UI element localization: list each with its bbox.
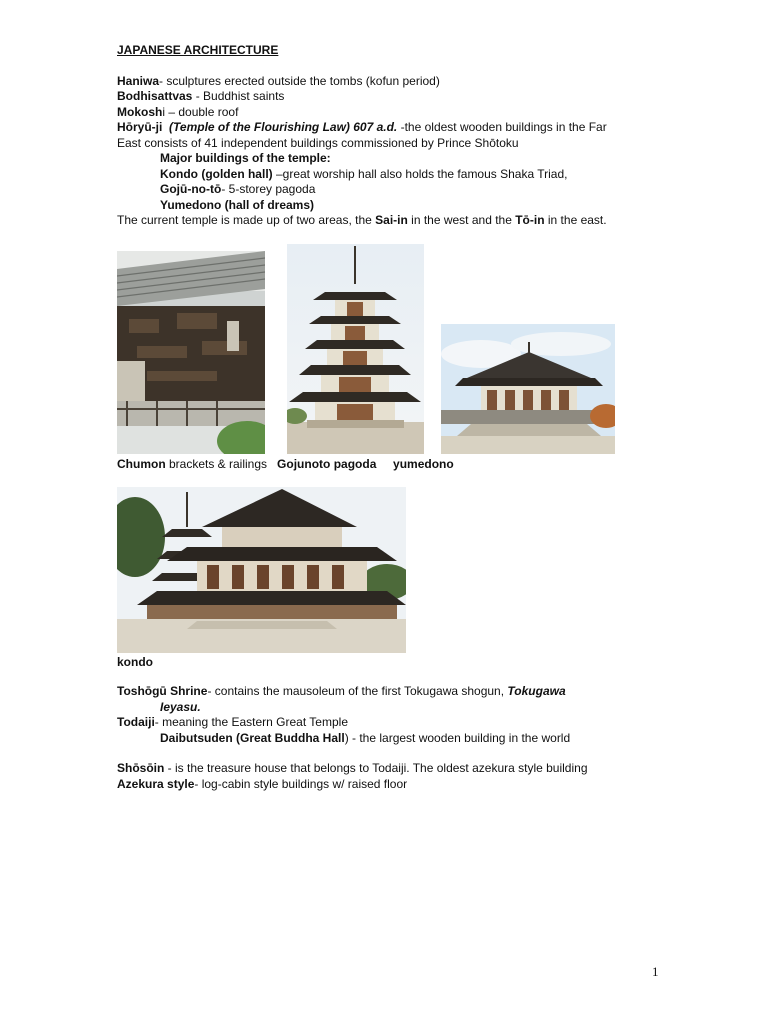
toshogu-name-second: Ieyasu. <box>160 699 201 714</box>
kondo-term: Kondo (golden hall) <box>160 166 273 181</box>
horyuji-continuation: East consists of 41 independent buildings commissioned by Prince Shōtoku <box>117 135 519 150</box>
chumon-caption-term: Chumon <box>117 457 166 471</box>
mokoshi-line <box>117 105 677 121</box>
daibutsuden-line <box>117 731 677 747</box>
major-buildings-heading: Major buildings of the temple: <box>160 151 331 165</box>
horyuji-line <box>117 120 677 136</box>
shosoin-text: - is the treasure house that belongs to Todaiji. The oldest azekura style building <box>164 761 588 775</box>
toshogu-text: - contains the mausoleum of the first Tokugawa shogun, <box>207 684 508 698</box>
yumedono-line: Yumedono (hall of dreams) <box>160 197 315 212</box>
toshogu-line <box>117 684 677 700</box>
todaiji-term: Todaiji <box>117 715 155 729</box>
daibutsuden-term: Daibutsuden (Great Buddha Hall <box>160 730 345 745</box>
bodhisattvas-text: - Buddhist saints <box>192 89 285 103</box>
current-text-a: The current temple is made up of two areas, the <box>117 213 376 227</box>
pagoda-caption: Gojunoto pagoda <box>277 457 377 471</box>
spacer <box>117 746 677 761</box>
current-text-c: in the east. <box>544 213 607 227</box>
goju-line <box>117 182 677 198</box>
page-number: 1 <box>652 964 659 979</box>
todaiji-text: - meaning the Eastern Great Temple <box>154 715 348 729</box>
haniwa-term: Haniwa <box>117 73 160 88</box>
yumedono-photo <box>441 324 615 454</box>
azekura-term: Azekura style <box>117 776 195 791</box>
shosoin-line <box>117 761 677 777</box>
haniwa-text: - sculptures erected outside the tombs (kofun period) <box>159 73 440 88</box>
horyuji-text: -the oldest wooden buildings in the Far <box>397 120 607 134</box>
daibutsuden-text: ) - the largest wooden building in the world <box>344 730 571 745</box>
sai-in-term: Sai-in <box>375 213 408 227</box>
azekura-line <box>117 777 677 793</box>
kondo-text: –great worship hall also holds the famous Shaka Triad, <box>272 166 568 181</box>
goju-text: - 5-storey pagoda <box>221 182 316 196</box>
chumon-caption-text: brackets & railings <box>165 457 268 471</box>
current-text-b: in the west and the <box>407 213 516 227</box>
to-in-term: Tō-in <box>515 213 545 227</box>
bodhisattvas-term: Bodhisattvas <box>117 89 193 103</box>
mokoshi-text: i – double roof <box>162 104 239 119</box>
kondo-photo <box>117 487 406 653</box>
horyuji-subtitle: (Temple of the Flourishing Law) 607 a.d. <box>169 120 398 134</box>
kondo-line <box>117 167 677 183</box>
current-temple-line <box>117 213 677 229</box>
toshogu-name-first: Tokugawa <box>507 684 566 698</box>
document-body <box>117 43 677 229</box>
page-title: JAPANESE ARCHITECTURE <box>117 43 279 57</box>
kondo-caption: kondo <box>117 655 153 669</box>
goju-term: Gojū-no-tō <box>160 182 222 196</box>
azekura-text: - log-cabin style buildings w/ raised floor <box>194 776 408 791</box>
chumon-photo <box>117 251 265 454</box>
horyuji-term: Hōryū-ji <box>117 120 163 134</box>
toshogu-term: Toshōgū Shrine <box>117 684 208 698</box>
yumedono-caption: yumedono <box>393 457 454 471</box>
pagoda-photo <box>287 244 424 454</box>
todaiji-line <box>117 715 677 731</box>
document-lower <box>117 684 677 792</box>
haniwa-line <box>117 74 677 90</box>
mokoshi-term: Mokosh <box>117 104 163 119</box>
bodhisattvas-line <box>117 89 677 105</box>
shosoin-term: Shōsōin <box>117 761 165 775</box>
photo-captions <box>117 457 454 473</box>
